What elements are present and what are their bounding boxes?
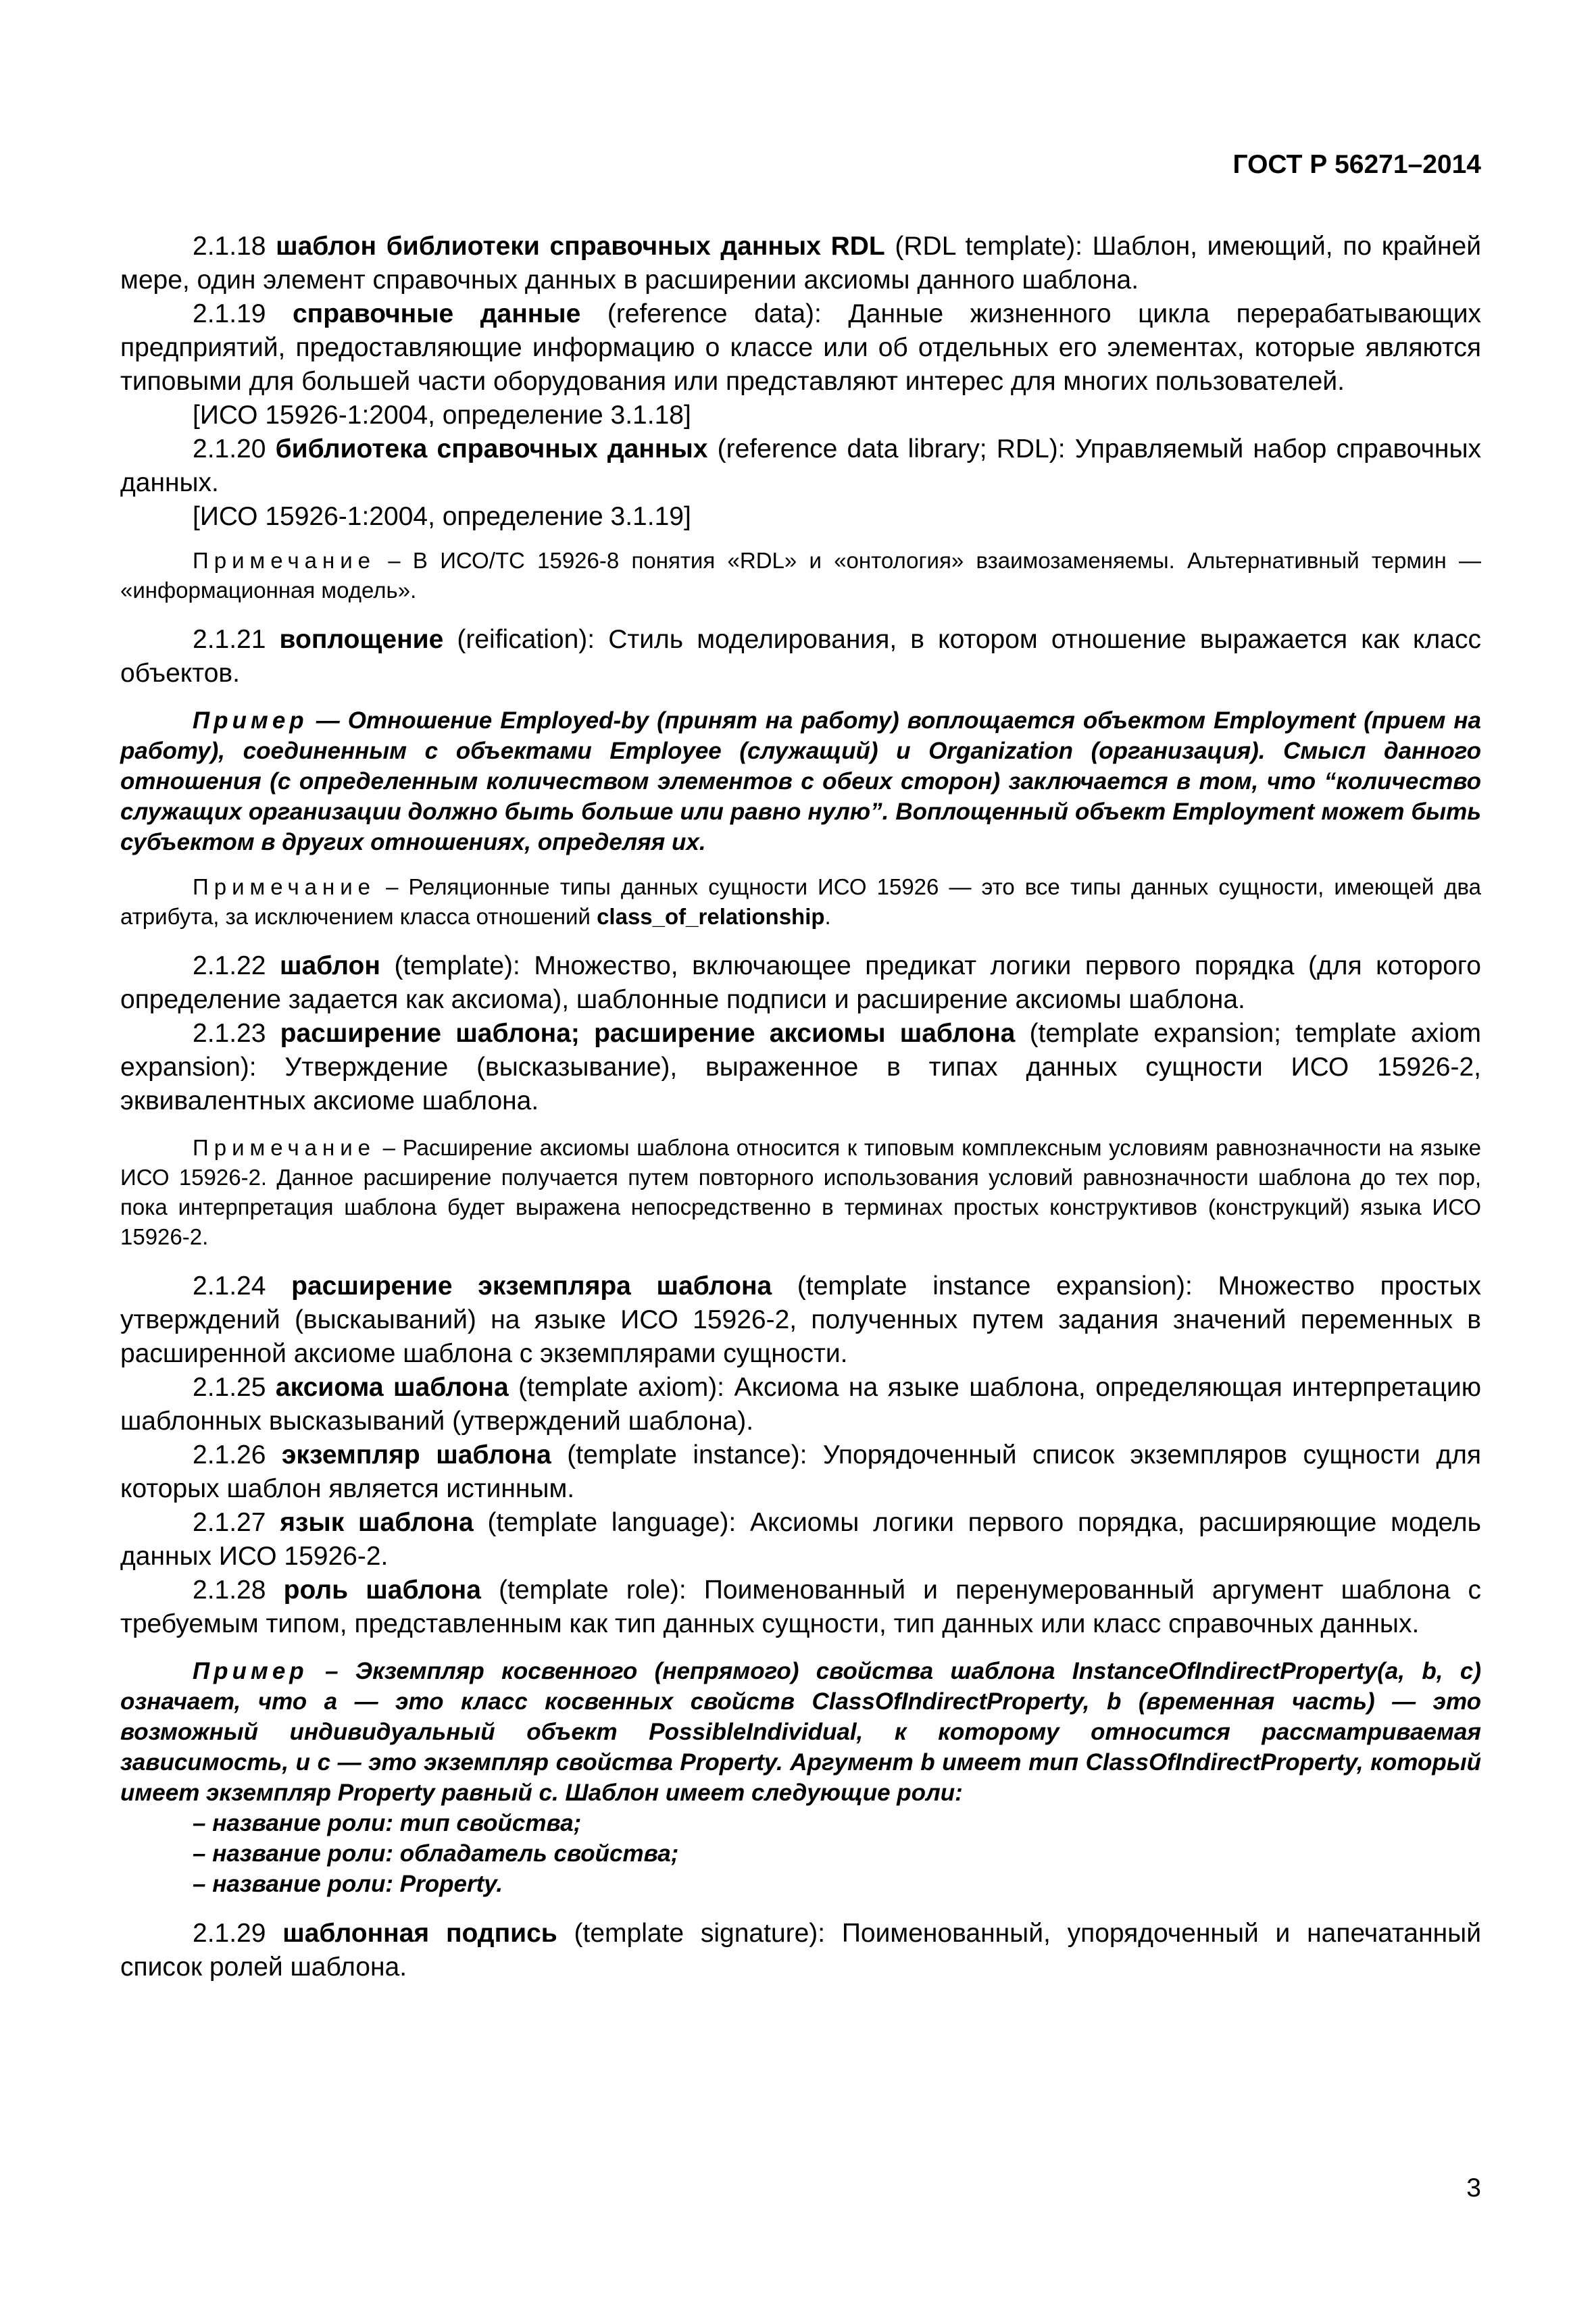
definition-term: роль шаблона xyxy=(283,1576,481,1605)
definition-text: (reification): Стиль моделирования, в котором отношение выражается как класс объектов. xyxy=(120,625,1481,688)
document-code-header: ГОСТ Р 56271–2014 xyxy=(1232,150,1481,179)
definition-term: язык шаблона xyxy=(280,1508,474,1537)
example-template-roles xyxy=(120,1656,1481,1808)
definition-text: (template): Множество, включающее предикат логики первого порядка (для которого определение задается как аксиома), шаблонные подписи и расширение аксиомы шаблона. xyxy=(120,951,1481,1014)
definition-term: шаблонная подпись xyxy=(282,1919,557,1948)
definition-number: 2.1.24 xyxy=(193,1272,266,1301)
list-item: – название роли: обладатель свойства; xyxy=(193,1840,679,1867)
note-text-end: . xyxy=(824,904,831,929)
example-text: – Экземпляр косвенного (непрямого) свойства шаблона InstanceOfIndirectProperty(a, b, c) означает, что a — это класс косвенных свойств ClassOfIndirectProperty, b (временная часть) — это возможный индивидуальный объект PossibleIndividual, к которому относится рассматриваемая зависимость, и c — это экземпляр свойства Property. Аргумент b имеет тип ClassOfIndirectProperty, который имеет экземпляр Property равный c. Шаблон имеет следующие роли: xyxy=(120,1658,1481,1806)
example-text: — Отношение Employed-by (принят на работу) воплощается объектом Employment (прием на работу), соединенным с объектами Employee (служащий) и Organization (организация). Смысл данного отношения (с определенным количеством элементов с обеих сторон) заключается в том, что “количество служащих организации должно быть больше или равно нулю”. Воплощенный объект Employment может быть субъектом в других отношениях, определяя их. xyxy=(120,707,1481,855)
definition-number: 2.1.20 xyxy=(193,434,266,463)
definition-2-1-20 xyxy=(120,432,1481,500)
definition-text: (template axiom): Аксиома на языке шаблона, определяющая интерпретацию шаблонных высказываний (утверждений шаблона). xyxy=(120,1373,1481,1436)
definition-term: шаблон библиотеки справочных данных RDL xyxy=(276,232,885,261)
definition-2-1-27 xyxy=(120,1506,1481,1574)
definition-text: (template expansion; template axiom expansion): Утверждение (высказывание), выраженное в типах данных сущности ИСО 15926-2, эквивалентных аксиоме шаблона. xyxy=(120,1019,1481,1115)
page-number: 3 xyxy=(1466,2173,1481,2203)
definition-number: 2.1.18 xyxy=(193,232,266,261)
definition-reference: [ИСО 15926-1:2004, определение 3.1.18] xyxy=(193,401,691,430)
definition-reference: [ИСО 15926-1:2004, определение 3.1.19] xyxy=(193,502,691,531)
definition-2-1-23 xyxy=(120,1017,1481,1118)
definition-text: (template role): Поименованный и перенумерованный аргумент шаблона с требуемым типом, представленным как тип данных сущности, тип данных или класс справочных данных. xyxy=(120,1576,1481,1638)
note-template-expansion xyxy=(120,1133,1481,1252)
note-text: – Реляционные типы данных сущности ИСО 15926 — это все типы данных сущности, имеющей два атрибута, за исключением класса отношений xyxy=(120,874,1481,929)
note-label: Примечание xyxy=(193,548,376,573)
definition-2-1-26 xyxy=(120,1438,1481,1506)
note-text: – Расширение аксиомы шаблона относится к типовым комплексным условиям равнозначности на языке ИСО 15926-2. Данное расширение получается путем повторного использования условий равнозначности шаблона до тех пор, пока интерпретация шаблона будет выражена непосредственно в терминах простых конструктивов (конструкций) языка ИСО 15926-2. xyxy=(120,1135,1481,1249)
note-text: – В ИСО/ТС 15926-8 понятия «RDL» и «онтология» взаимозаменяемы. Альтернативный термин — «информационная модель». xyxy=(120,548,1481,603)
definition-text: (reference data library; RDL): Управляемый набор справочных данных. xyxy=(120,434,1481,497)
definition-text: (template signature): Поименованный, упорядоченный и напечатанный список ролей шаблона. xyxy=(120,1919,1481,1982)
definition-number: 2.1.23 xyxy=(193,1019,266,1048)
definition-term: расширение экземпляра шаблона xyxy=(291,1272,772,1301)
definition-number: 2.1.25 xyxy=(193,1373,266,1402)
definition-2-1-18 xyxy=(120,230,1481,297)
page-content xyxy=(120,230,1481,1984)
definition-text: (RDL template): Шаблон, имеющий, по крайней мере, один элемент справочных данных в расширении аксиомы данного шаблона. xyxy=(120,232,1481,295)
definition-term: аксиома шаблона xyxy=(275,1373,509,1402)
definition-term: библиотека справочных данных xyxy=(275,434,708,463)
definition-number: 2.1.29 xyxy=(193,1919,266,1948)
definition-text: (template language): Аксиомы логики первого порядка, расширяющие модель данных ИСО 15926-2. xyxy=(120,1508,1481,1571)
definition-2-1-25 xyxy=(120,1371,1481,1438)
definition-text: (template instance): Упорядоченный список экземпляров сущности для которых шаблон является истинным. xyxy=(120,1440,1481,1503)
note-label: Примечание xyxy=(193,1135,376,1160)
note-rdl-ontology xyxy=(120,546,1481,605)
note-label: Примечание xyxy=(193,874,376,899)
definition-2-1-24 xyxy=(120,1269,1481,1371)
definition-term: воплощение xyxy=(279,625,444,654)
definition-2-1-19 xyxy=(120,297,1481,399)
definition-number: 2.1.19 xyxy=(193,299,266,328)
note-relational-types xyxy=(120,872,1481,932)
example-label: Пример xyxy=(193,707,308,734)
definition-text: (template instance expansion): Множество простых утверждений (выскаываний) на языке ИСО 15926-2, полученных путем задания значений переменных в расширенной аксиоме шаблона с экземплярами сущности. xyxy=(120,1272,1481,1368)
list-item: – название роли: Property. xyxy=(193,1871,503,1897)
definition-2-1-21 xyxy=(120,623,1481,690)
definition-text: (reference data): Данные жизненного цикла перерабатывающих предприятий, предоставляющие информацию о классе или об отдельных его элементах, которые являются типовыми для большей части оборудования или представляют интерес для многих пользователей. xyxy=(120,299,1482,396)
example-reification xyxy=(120,705,1481,857)
definition-2-1-22 xyxy=(120,949,1481,1017)
definition-number: 2.1.28 xyxy=(193,1576,266,1605)
definition-term: расширение шаблона; расширение аксиомы шаблона xyxy=(280,1019,1016,1048)
definition-number: 2.1.22 xyxy=(193,951,266,980)
definition-number: 2.1.21 xyxy=(193,625,266,654)
example-label: Пример xyxy=(193,1658,308,1684)
definition-2-1-29 xyxy=(120,1917,1481,1984)
definition-number: 2.1.26 xyxy=(193,1440,266,1469)
definition-number: 2.1.27 xyxy=(193,1508,266,1537)
definition-term: шаблон xyxy=(279,951,380,980)
note-code-term: class_of_relationship xyxy=(597,904,825,929)
definition-term: справочные данные xyxy=(292,299,581,328)
definition-term: экземпляр шаблона xyxy=(281,1440,551,1469)
definition-2-1-28 xyxy=(120,1574,1481,1641)
list-item: – название роли: тип свойства; xyxy=(193,1810,582,1836)
